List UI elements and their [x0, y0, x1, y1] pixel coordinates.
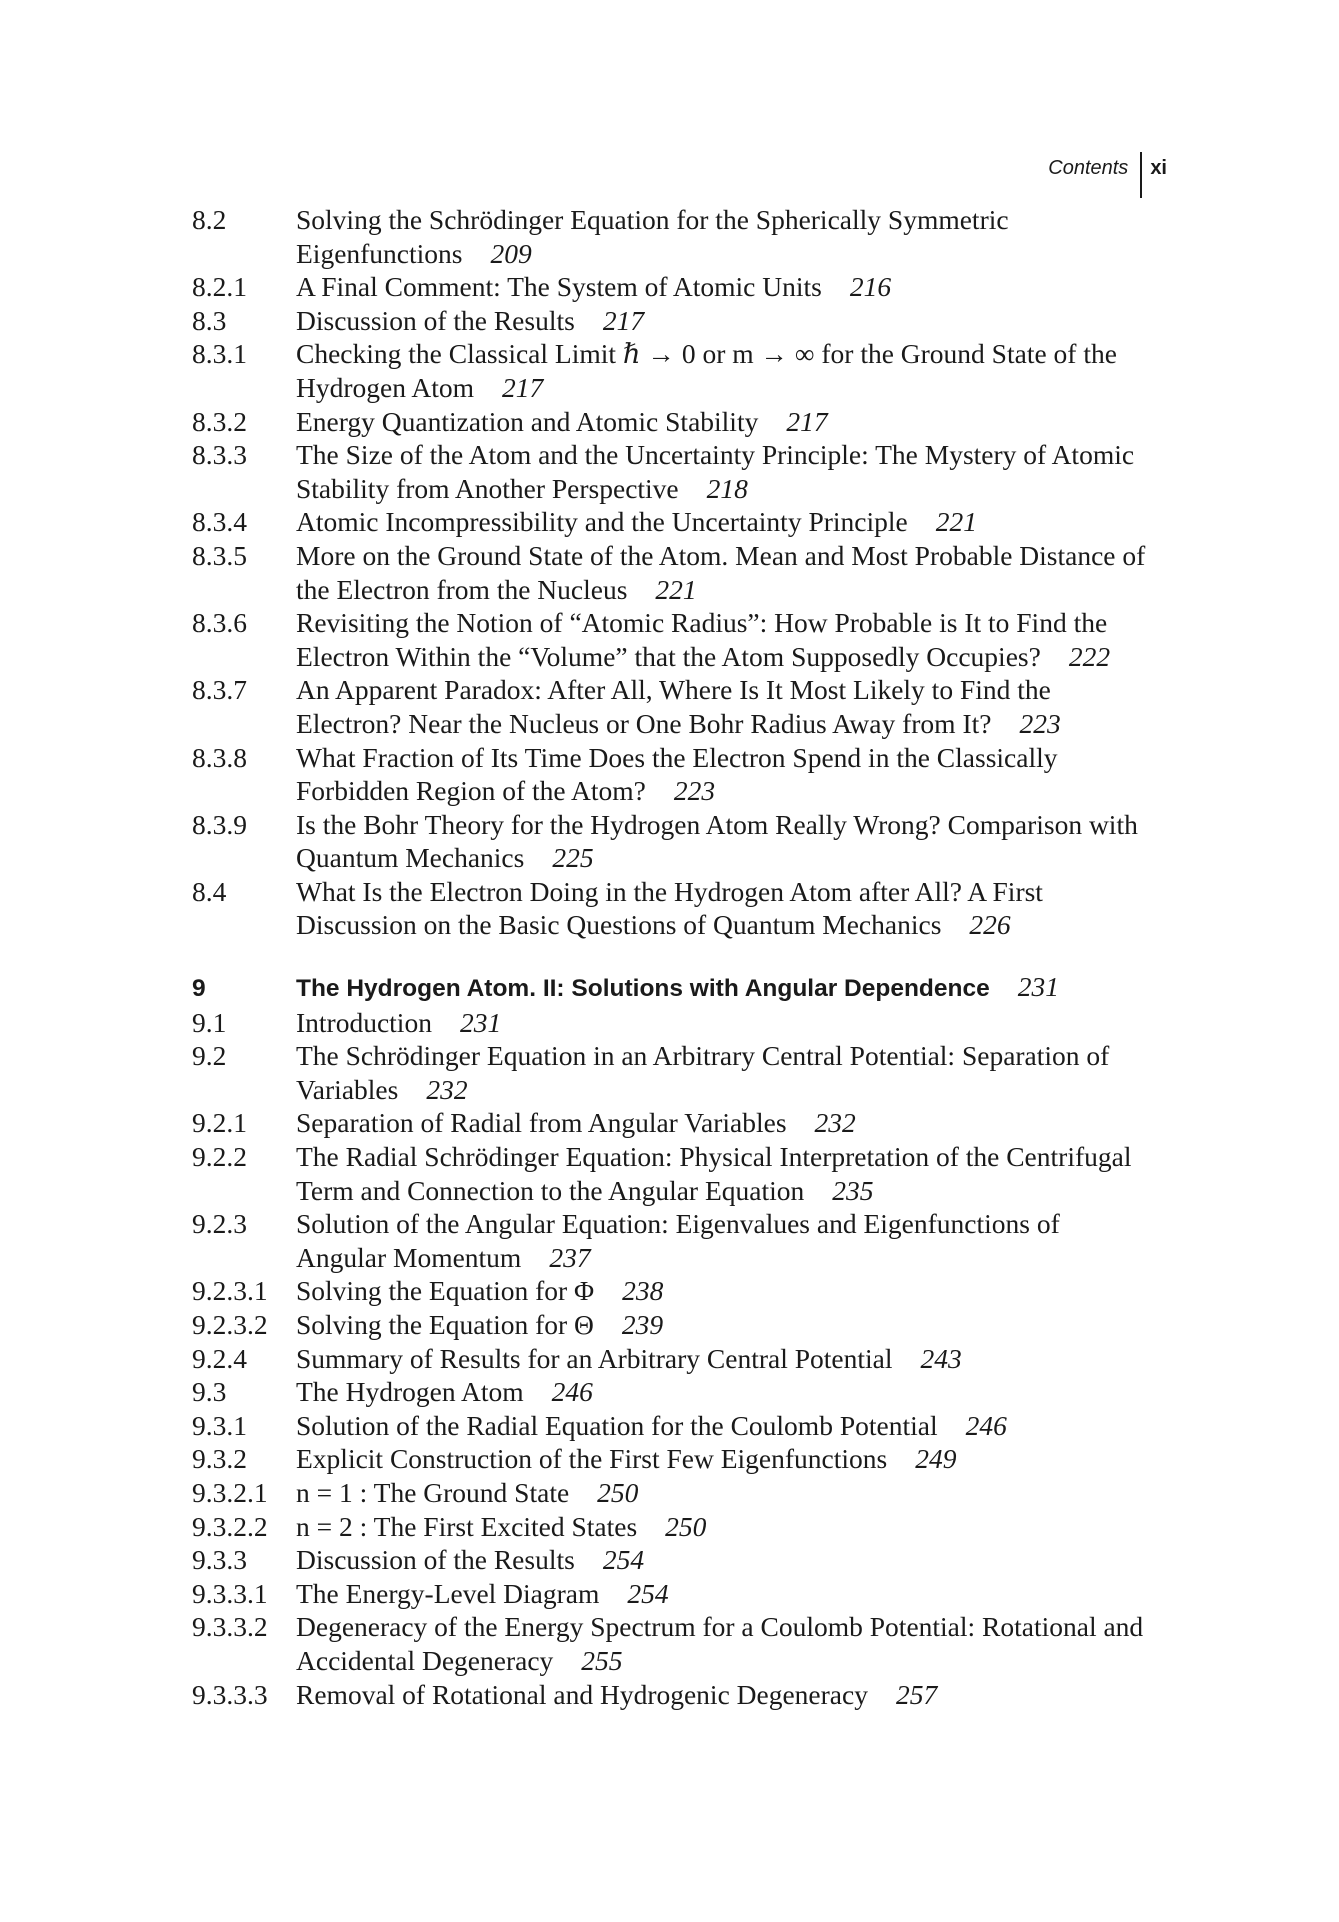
toc-entry-page: 243	[920, 1342, 962, 1374]
toc-entry-page: 246	[965, 1409, 1007, 1441]
toc-entry-title: Energy Quantization and Atomic Stability	[296, 405, 759, 437]
toc-entry-page: 254	[627, 1577, 669, 1609]
toc-entry	[192, 1510, 1152, 1544]
toc-entry-title-wrap	[296, 1039, 1152, 1106]
toc-entry-title-wrap	[296, 1409, 1152, 1443]
toc-entry	[192, 606, 1152, 673]
toc-entry-title-wrap	[296, 875, 1152, 942]
toc-entry	[192, 808, 1152, 875]
toc-entry-number: 9.3.3.2	[192, 1611, 268, 1643]
toc-entry-title: What Fraction of Its Time Does the Electron Spend in the Classically Forbidden Region of the Atom?	[296, 741, 1058, 807]
toc-entry	[192, 438, 1152, 505]
toc-entry-page: 218	[706, 472, 748, 504]
toc-entry-page: 238	[622, 1275, 664, 1307]
toc-entry-number: 9.3.3.3	[192, 1678, 268, 1710]
toc-entry-number: 8.2	[192, 204, 227, 235]
toc-entry-number: 8.3.4	[192, 506, 247, 538]
toc-entry-title-wrap	[296, 1106, 1152, 1140]
toc-entry	[192, 875, 1152, 942]
toc-entry-number: 8.3.7	[192, 674, 247, 706]
toc-entry-number: 8.3	[192, 304, 227, 336]
toc-entry-page: 217	[602, 304, 645, 336]
toc-entry	[192, 1039, 1152, 1106]
toc-entry-number: 8.4	[192, 875, 227, 907]
toc-entry-title: Is the Bohr Theory for the Hydrogen Atom Really Wrong? Comparison with Quantum Mechanics	[296, 808, 1138, 874]
toc-entry-title: The Size of the Atom and the Uncertainty Principle: The Mystery of Atomic Stability from Another Perspective	[296, 439, 1135, 504]
toc-entry-title: Degeneracy of the Energy Spectrum for a Coulomb Potential: Rotational and Accidental Degeneracy	[296, 1611, 1144, 1676]
toc-entry	[192, 505, 1152, 539]
toc-entry-title-wrap	[296, 1442, 1152, 1476]
toc-entry-number: 9.2.3.1	[192, 1275, 268, 1307]
toc-entry-title-wrap	[296, 1140, 1152, 1207]
toc-entry	[192, 1006, 1152, 1040]
toc-entry-title-wrap	[296, 539, 1152, 606]
toc-entry-title: Solving the Schrödinger Equation for the Spherically Symmetric Eigenfunctions	[296, 204, 1009, 269]
toc-entry-page: 226	[969, 909, 1011, 941]
toc-entry-title-wrap	[296, 606, 1152, 673]
toc-entry	[192, 1106, 1152, 1140]
toc-entry-title: Atomic Incompressibility and the Uncertainty Principle	[296, 506, 908, 538]
toc-entry-page: 217	[786, 405, 828, 437]
toc-entry-page: 223	[673, 775, 716, 807]
toc-entry-number: 8.2.1	[192, 271, 247, 303]
toc-entry-title: The Hydrogen Atom	[296, 1376, 524, 1408]
toc-entry-title: An Apparent Paradox: After All, Where Is It Most Likely to Find the Electron? Near the Nucleus or One Bohr Radius Away from It?	[296, 674, 1051, 739]
toc-entry-title: Summary of Results for an Arbitrary Central Potential	[296, 1342, 893, 1374]
toc-entry-page: 221	[935, 506, 977, 538]
toc-entry-page: 221	[655, 573, 697, 605]
toc-entry	[192, 1442, 1152, 1476]
toc-entry-title-wrap	[296, 1207, 1152, 1274]
toc-entry-page: 257	[895, 1678, 938, 1710]
toc-chapter-entry	[192, 970, 1152, 1006]
toc-entry-title-wrap	[296, 1476, 1152, 1510]
toc-entry-number: 9.3.1	[192, 1409, 247, 1441]
toc-entry-page: 232	[426, 1073, 468, 1105]
toc-entry-title: Separation of Radial from Angular Variables	[296, 1107, 787, 1139]
toc-entry-title: Introduction	[296, 1006, 432, 1038]
toc-entry-number: 8.3.5	[192, 539, 247, 571]
toc-entry	[192, 673, 1152, 740]
toc-entry-title-wrap	[296, 438, 1152, 505]
toc-entry-number: 9.2.2	[192, 1141, 247, 1173]
toc-entry-page: 217	[501, 371, 544, 403]
toc-entry-title: The Energy-Level Diagram	[296, 1577, 600, 1609]
toc-entry-number: 8.3.9	[192, 808, 247, 840]
toc-entry-title: A Final Comment: The System of Atomic Units	[296, 271, 822, 303]
toc-entry-title: Discussion of the Results	[296, 304, 575, 336]
toc-entry	[192, 1543, 1152, 1577]
toc-entry-page: 209	[490, 237, 532, 269]
toc-entry-title-wrap	[296, 1610, 1152, 1677]
toc-entry	[192, 1409, 1152, 1443]
toc-entry	[192, 337, 1152, 404]
toc-entry	[192, 1375, 1152, 1409]
toc-entry-title: Solving the Equation for Φ	[296, 1275, 595, 1307]
toc-entry	[192, 741, 1152, 808]
toc-entry-number: 9.2.1	[192, 1107, 247, 1139]
toc-entry-title: The Hydrogen Atom. II: Solutions with Angular Dependence	[296, 975, 990, 1003]
toc-entry-number: 8.3.3	[192, 439, 247, 471]
toc-entry	[192, 405, 1152, 439]
toc-entry-title: More on the Ground State of the Atom. Mean and Most Probable Distance of the Electron from the Nucleus	[296, 539, 1146, 605]
toc-entry-title-wrap	[296, 673, 1152, 740]
toc-entry-number: 9.3.3.1	[192, 1577, 268, 1609]
toc-entry-title: Discussion of the Results	[296, 1544, 575, 1576]
toc-entry-title: Solving the Equation for Θ	[296, 1309, 594, 1340]
toc-entry-number: 9	[192, 975, 206, 1003]
page-number: xi	[1150, 156, 1167, 179]
toc-entry-title-wrap	[296, 1006, 1152, 1040]
toc-entry-title: The Radial Schrödinger Equation: Physical Interpretation of the Centrifugal Term and Connection to the Angular Equation	[296, 1141, 1132, 1206]
toc-entry-title-wrap	[296, 808, 1152, 875]
toc-entry-page: 231	[1017, 971, 1059, 1003]
toc-entry-title-wrap	[296, 270, 1152, 304]
toc-entry-page: 216	[849, 271, 892, 303]
toc-entry-page: 246	[551, 1376, 593, 1408]
toc-entry-page: 235	[832, 1174, 874, 1206]
toc-entry-page: 254	[602, 1544, 645, 1576]
toc-entry-title: n = 1 : The Ground State	[296, 1476, 570, 1508]
toc-entry-title: Checking the Classical Limit ℏ → 0 or m → ∞ for the Ground State of the Hydrogen Atom	[296, 338, 1117, 403]
toc-entry-page: 225	[552, 842, 594, 874]
toc-entry-page: 222	[1068, 640, 1111, 672]
toc-entry	[192, 539, 1152, 606]
toc-entry-number: 9.1	[192, 1006, 227, 1038]
toc-entry	[192, 1678, 1152, 1712]
toc-entry	[192, 1342, 1152, 1376]
toc-entry-title-wrap	[296, 1543, 1152, 1577]
toc-entry-title: Removal of Rotational and Hydrogenic Degeneracy	[296, 1678, 868, 1710]
toc-entry-title: What Is the Electron Doing in the Hydrogen Atom after All? A First Discussion on the Basic Questions of Quantum Mechanics	[296, 875, 1043, 941]
toc-entry	[192, 1610, 1152, 1677]
toc-entry-number: 9.2.4	[192, 1342, 247, 1374]
toc-entry	[192, 1577, 1152, 1611]
toc-entry-number: 9.3.2.2	[192, 1510, 268, 1542]
toc-entry	[192, 1207, 1152, 1274]
toc-entry-title-wrap	[296, 505, 1152, 539]
toc-entry-number: 9.3.2	[192, 1443, 247, 1475]
toc-entry	[192, 1476, 1152, 1510]
toc-entry	[192, 270, 1152, 304]
toc-entry-page: 231	[459, 1006, 502, 1038]
toc-entry-title: n = 2 : The First Excited States	[296, 1510, 638, 1542]
toc-entry-title-wrap	[296, 203, 1152, 270]
toc-entry-title-wrap	[296, 337, 1152, 404]
toc-entry-title: The Schrödinger Equation in an Arbitrary Central Potential: Separation of Variables	[296, 1040, 1110, 1105]
toc-entry-page: 250	[665, 1510, 707, 1542]
toc-entry-page: 232	[814, 1107, 856, 1139]
toc-entry-title-wrap	[296, 970, 1152, 1006]
toc-entry-number: 9.3.3	[192, 1544, 247, 1576]
toc-entry-page: 223	[1019, 707, 1061, 739]
toc-entry-title-wrap	[296, 304, 1152, 338]
toc-entry-number: 9.2.3	[192, 1208, 247, 1240]
toc-entry-page: 255	[581, 1644, 623, 1676]
toc-entry-title-wrap	[296, 1375, 1152, 1409]
toc-entry	[192, 203, 1152, 270]
toc-entry-title-wrap	[296, 1678, 1152, 1712]
running-head	[1048, 138, 1167, 198]
toc-entry-number: 9.2.3.2	[192, 1309, 268, 1340]
toc-entry	[192, 1274, 1152, 1308]
toc-entry-title-wrap	[296, 1510, 1152, 1544]
toc-entry-page: 237	[549, 1241, 591, 1273]
toc-entry-title: Solution of the Radial Equation for the Coulomb Potential	[296, 1409, 938, 1441]
toc-entry-title-wrap	[296, 1308, 1152, 1342]
toc-entry-number: 8.3.1	[192, 338, 247, 370]
toc-entry-number: 8.3.6	[192, 607, 247, 639]
toc-entry-page: 239	[621, 1309, 664, 1340]
toc-entry-title-wrap	[296, 1342, 1152, 1376]
toc-entry	[192, 1140, 1152, 1207]
toc-entry-title: Solution of the Angular Equation: Eigenvalues and Eigenfunctions of Angular Momentum	[296, 1208, 1060, 1273]
toc-entry-title-wrap	[296, 741, 1152, 808]
toc-entry-number: 9.3	[192, 1376, 227, 1408]
running-head-title: Contents	[1048, 156, 1129, 179]
table-of-contents	[192, 203, 1152, 1711]
toc-entry	[192, 1308, 1152, 1342]
toc-entry-title: Revisiting the Notion of “Atomic Radius”: How Probable is It to Find the Electron Within the “Volume” that the Atom Supposedly Occupies?	[296, 607, 1108, 672]
toc-entry-title-wrap	[296, 1274, 1152, 1308]
toc-entry-title-wrap	[296, 405, 1152, 439]
toc-entry-number: 9.2	[192, 1040, 227, 1072]
toc-entry-number: 9.3.2.1	[192, 1476, 268, 1508]
toc-entry	[192, 304, 1152, 338]
toc-entry-number: 8.3.2	[192, 405, 247, 437]
toc-entry-page: 249	[915, 1443, 957, 1475]
toc-entry-page: 250	[597, 1476, 639, 1508]
toc-entry-number: 8.3.8	[192, 741, 247, 773]
toc-entry-title-wrap	[296, 1577, 1152, 1611]
toc-entry-title: Explicit Construction of the First Few Eigenfunctions	[296, 1443, 888, 1475]
